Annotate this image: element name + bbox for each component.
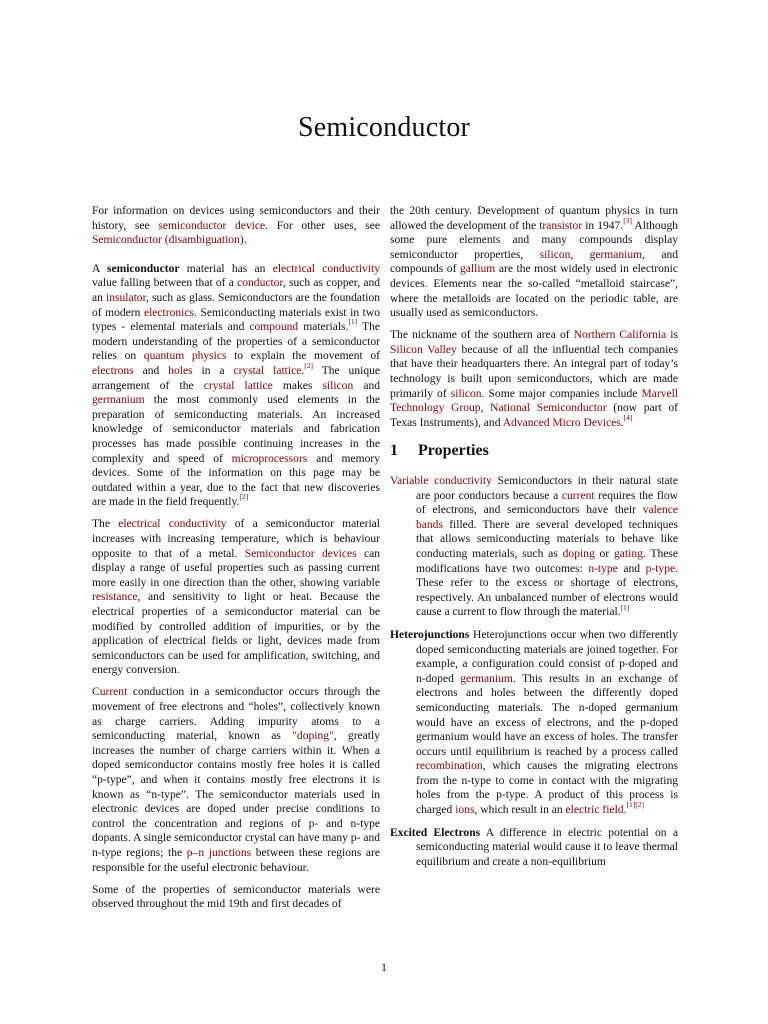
wiki-link[interactable]: Advanced Micro Devices bbox=[502, 416, 621, 429]
wiki-link[interactable]: microprocessors bbox=[231, 452, 308, 465]
text-run: value falling between that of a bbox=[92, 277, 238, 290]
text-run: because of all the influential tech companies that have their headquarters there. An integral part of today’s technology is built upon semiconductors, which are made primarily of bbox=[390, 343, 678, 400]
wiki-link[interactable]: crystal lattice bbox=[233, 364, 302, 377]
text-run: filled. There are several developed techniques that allows semiconducting materials to behave like conducting materials, such as bbox=[416, 518, 678, 560]
paragraph bbox=[390, 204, 678, 321]
text-run: the most commonly used elements in the preparation of semiconducting materials. An increased knowledge of semiconductor materials and fabrication processes has made possible continuing increases in the complexity and speed of bbox=[92, 394, 380, 465]
paragraph bbox=[92, 883, 380, 912]
wiki-link[interactable]: silicon bbox=[539, 248, 571, 261]
bold-term: Excited Electrons bbox=[390, 826, 481, 839]
wiki-link[interactable]: germanium bbox=[460, 672, 513, 685]
text-run: material has an bbox=[179, 262, 273, 275]
text-run: . bbox=[623, 804, 627, 817]
text-run: . bbox=[301, 364, 305, 377]
text-run: Some of the properties of semiconductor materials were observed throughout the mid 19th and first decades of bbox=[92, 883, 380, 911]
wiki-link[interactable]: silicon bbox=[450, 387, 482, 400]
text-run: or bbox=[594, 547, 615, 560]
text-run: . Some major companies include bbox=[481, 387, 642, 400]
text-run: Although some pure elements and many compounds display semiconductor properties, bbox=[390, 219, 678, 261]
wiki-link[interactable]: Semiconductor devices bbox=[244, 547, 357, 560]
wiki-link[interactable]: doping bbox=[562, 547, 595, 560]
wiki-link[interactable]: Current bbox=[92, 686, 128, 699]
section-title: Properties bbox=[418, 442, 489, 460]
definition-heterojunctions bbox=[390, 628, 678, 818]
text-run: the 20th century. Development of quantum physics in turn allowed the development of the bbox=[390, 205, 678, 232]
wiki-link[interactable]: Marvell Technology Group bbox=[390, 387, 678, 415]
citation-ref[interactable]: [1][2] bbox=[626, 800, 644, 810]
text-run: . bbox=[243, 234, 247, 247]
text-run: Semiconductors in their natural state are poor conductors because a bbox=[416, 475, 678, 502]
text-run: are the most widely used in electronic devices. Elements near the so-called “metalloid staircase”, where the metalloids are located on the periodic table, are usually used as semiconductors. bbox=[390, 263, 678, 320]
text-run: , and compounds of bbox=[390, 248, 678, 276]
wiki-link[interactable]: "doping" bbox=[292, 730, 334, 743]
wiki-link[interactable]: n-type bbox=[588, 562, 618, 575]
wiki-link[interactable]: electrical conductivity bbox=[118, 518, 227, 531]
right-column bbox=[390, 204, 678, 877]
wiki-link[interactable]: Variable conductivity bbox=[390, 475, 492, 487]
text-run: and bbox=[353, 379, 380, 392]
citation-ref[interactable]: [1] bbox=[620, 602, 630, 612]
citation-ref[interactable]: [2] bbox=[239, 492, 249, 502]
wiki-link[interactable]: quantum physics bbox=[143, 350, 227, 363]
text-run: . Semiconducting materials exist in two types - elemental materials and bbox=[92, 306, 381, 334]
wiki-link[interactable]: electrical conductivity bbox=[272, 262, 380, 275]
citation-ref[interactable]: [3] bbox=[623, 215, 632, 225]
wiki-link[interactable]: germanium bbox=[589, 248, 643, 261]
wiki-link[interactable]: compound bbox=[249, 321, 299, 334]
citation-ref[interactable]: [2] bbox=[304, 361, 313, 371]
wiki-link[interactable]: transistor bbox=[539, 219, 583, 232]
paragraph bbox=[390, 328, 678, 430]
wiki-link[interactable]: electrons bbox=[92, 364, 134, 377]
text-run: The unique arrangement of the bbox=[92, 364, 380, 392]
citation-ref[interactable]: [4] bbox=[623, 412, 633, 422]
wiki-link[interactable]: gating bbox=[614, 547, 643, 560]
text-run: A difference in electric potential on a semiconducting material would cause it to leave thermal equilibrium and create a non-equilibrium bbox=[416, 826, 678, 868]
wiki-link[interactable]: p-type bbox=[645, 562, 676, 575]
paragraph bbox=[92, 262, 380, 510]
text-run: to explain the movement of bbox=[226, 350, 380, 363]
text-run: , greatly increases the number of charge carriers within it. When a doped semiconductor contains mostly free holes it is called “p-type”, and when it contains mostly free electrons it is known as “n-type”. The semiconductor materials used in electronic devices are doped under precise conditions to control the concentration and regions of p- and n-type dopants. A single semiconductor crystal can have many p- and n-type regions; the bbox=[92, 730, 380, 859]
wiki-link[interactable]: current bbox=[561, 489, 595, 502]
text-run: in 1947. bbox=[582, 219, 624, 232]
text-run: (now part of Texas Instruments), and bbox=[390, 402, 678, 429]
wiki-link[interactable]: Silicon Valley bbox=[390, 343, 457, 356]
text-run: can display a range of useful properties such as passing current more easily in one direction than the other, showing variable bbox=[92, 547, 380, 589]
wiki-link[interactable]: silicon bbox=[322, 379, 354, 392]
wiki-link[interactable]: crystal lattice bbox=[203, 379, 273, 392]
wiki-link[interactable]: semiconductor device bbox=[158, 219, 266, 232]
text-run: materials. bbox=[298, 321, 349, 334]
left-column bbox=[92, 204, 380, 919]
bold-term: Heterojunctions bbox=[390, 628, 470, 641]
section-number: 1 bbox=[390, 442, 398, 460]
text-run: , bbox=[480, 402, 491, 415]
definition-variable-conductivity bbox=[390, 474, 678, 620]
citation-ref[interactable]: [1] bbox=[348, 317, 358, 327]
text-run: and memory devices. Some of the information on this page may be outdated within a year, due to the fact that new discoveries are made in the field frequently. bbox=[92, 452, 380, 509]
paragraph bbox=[92, 517, 380, 678]
paragraph bbox=[92, 685, 380, 875]
wiki-link[interactable]: electronics bbox=[143, 306, 194, 319]
text-run: , bbox=[570, 248, 590, 261]
wiki-link[interactable]: electric field bbox=[565, 804, 624, 817]
text-run: makes bbox=[272, 379, 323, 392]
text-run: For information on devices using semiconductors and their history, see bbox=[92, 205, 380, 232]
wiki-link[interactable]: Semiconductor (disambiguation) bbox=[92, 234, 244, 247]
text-run: . For other uses, see bbox=[265, 219, 381, 232]
wiki-link[interactable]: p–n junctions bbox=[186, 846, 252, 859]
text-run: The bbox=[92, 518, 119, 531]
text-run: . This results in an exchange of electrons and holes between the differently doped semiconducting materials. The n-doped germanium would have an excess of electrons, and the p-doped germanium would have an excess of holes. The transfer occurs until equilibrium is reached by a process called bbox=[416, 672, 678, 758]
bold-term: semiconductor bbox=[106, 262, 180, 275]
text-run: . These modifications have two outcomes: bbox=[416, 547, 678, 575]
text-run: A bbox=[92, 262, 107, 275]
text-run: between these regions are responsible for the useful electronic behaviour. bbox=[92, 846, 380, 874]
text-run: . These refer to the excess or shortage of electrons, respectively. An unbalanced number of electrons would cause a current to flow through the material. bbox=[416, 562, 678, 619]
page-title: Semiconductor bbox=[297, 112, 471, 143]
wiki-link[interactable]: germanium bbox=[92, 394, 145, 407]
definition-excited-electrons bbox=[390, 826, 678, 870]
text-run: . bbox=[620, 416, 624, 429]
text-run: and bbox=[133, 364, 169, 377]
text-run: , and sensitivity to light or heat. Because the electrical properties of a semiconductor material can be modified by controlled addition of impurities, or by the application of electrical fields or light, devices made from semiconductors can be used for amplification, switching, and energy conversion. bbox=[92, 591, 380, 677]
text-run: , such as copper, and an bbox=[92, 277, 380, 304]
text-run: The nickname of the southern area of bbox=[390, 329, 574, 342]
wiki-link[interactable]: insulator bbox=[106, 291, 146, 304]
text-run: of a semiconductor material increases with increasing temperature, which is behaviour opposite to that of a metal. bbox=[92, 518, 380, 560]
text-run: , which result in an bbox=[474, 804, 566, 817]
wiki-link[interactable]: Northern California bbox=[573, 329, 667, 342]
text-run: is bbox=[666, 329, 679, 342]
wiki-link[interactable]: conductor bbox=[237, 277, 283, 290]
hatnote bbox=[92, 204, 380, 248]
text-run: in a bbox=[192, 364, 234, 377]
wiki-link[interactable]: ions bbox=[455, 804, 475, 817]
text-run: conduction in a semiconductor occurs through the movement of free electrons and “holes”, collectively known as charge carriers. Adding impurity atoms to a semiconducting material, known as bbox=[92, 686, 380, 743]
text-run: , which causes the migrating electrons from the n-type to come in contact with the migrating holes from the p-type. A product of this process is charged bbox=[416, 760, 678, 817]
wiki-link[interactable]: recombination bbox=[416, 760, 483, 773]
text-run: The modern understanding of the properties of a semiconductor relies on bbox=[92, 321, 380, 363]
wiki-link[interactable]: gallium bbox=[460, 263, 496, 276]
text-run: , such as glass. Semiconductors are the foundation of modern bbox=[92, 291, 380, 319]
page-number: 1 bbox=[381, 960, 387, 974]
text-run: Heterojunctions occur when two differently doped semiconducting materials are joined together. For example, a configuration could consist of p-doped and n-doped bbox=[416, 628, 678, 685]
wiki-link[interactable]: resistance bbox=[92, 591, 138, 604]
text-run: and bbox=[617, 562, 646, 575]
wiki-link[interactable]: holes bbox=[168, 364, 193, 377]
section-heading bbox=[390, 444, 678, 459]
wiki-link[interactable]: valence bands bbox=[416, 504, 678, 531]
text-run: requires the flow of electrons, and semiconductors have their bbox=[416, 489, 679, 517]
wiki-link[interactable]: National Semiconductor bbox=[490, 402, 607, 415]
